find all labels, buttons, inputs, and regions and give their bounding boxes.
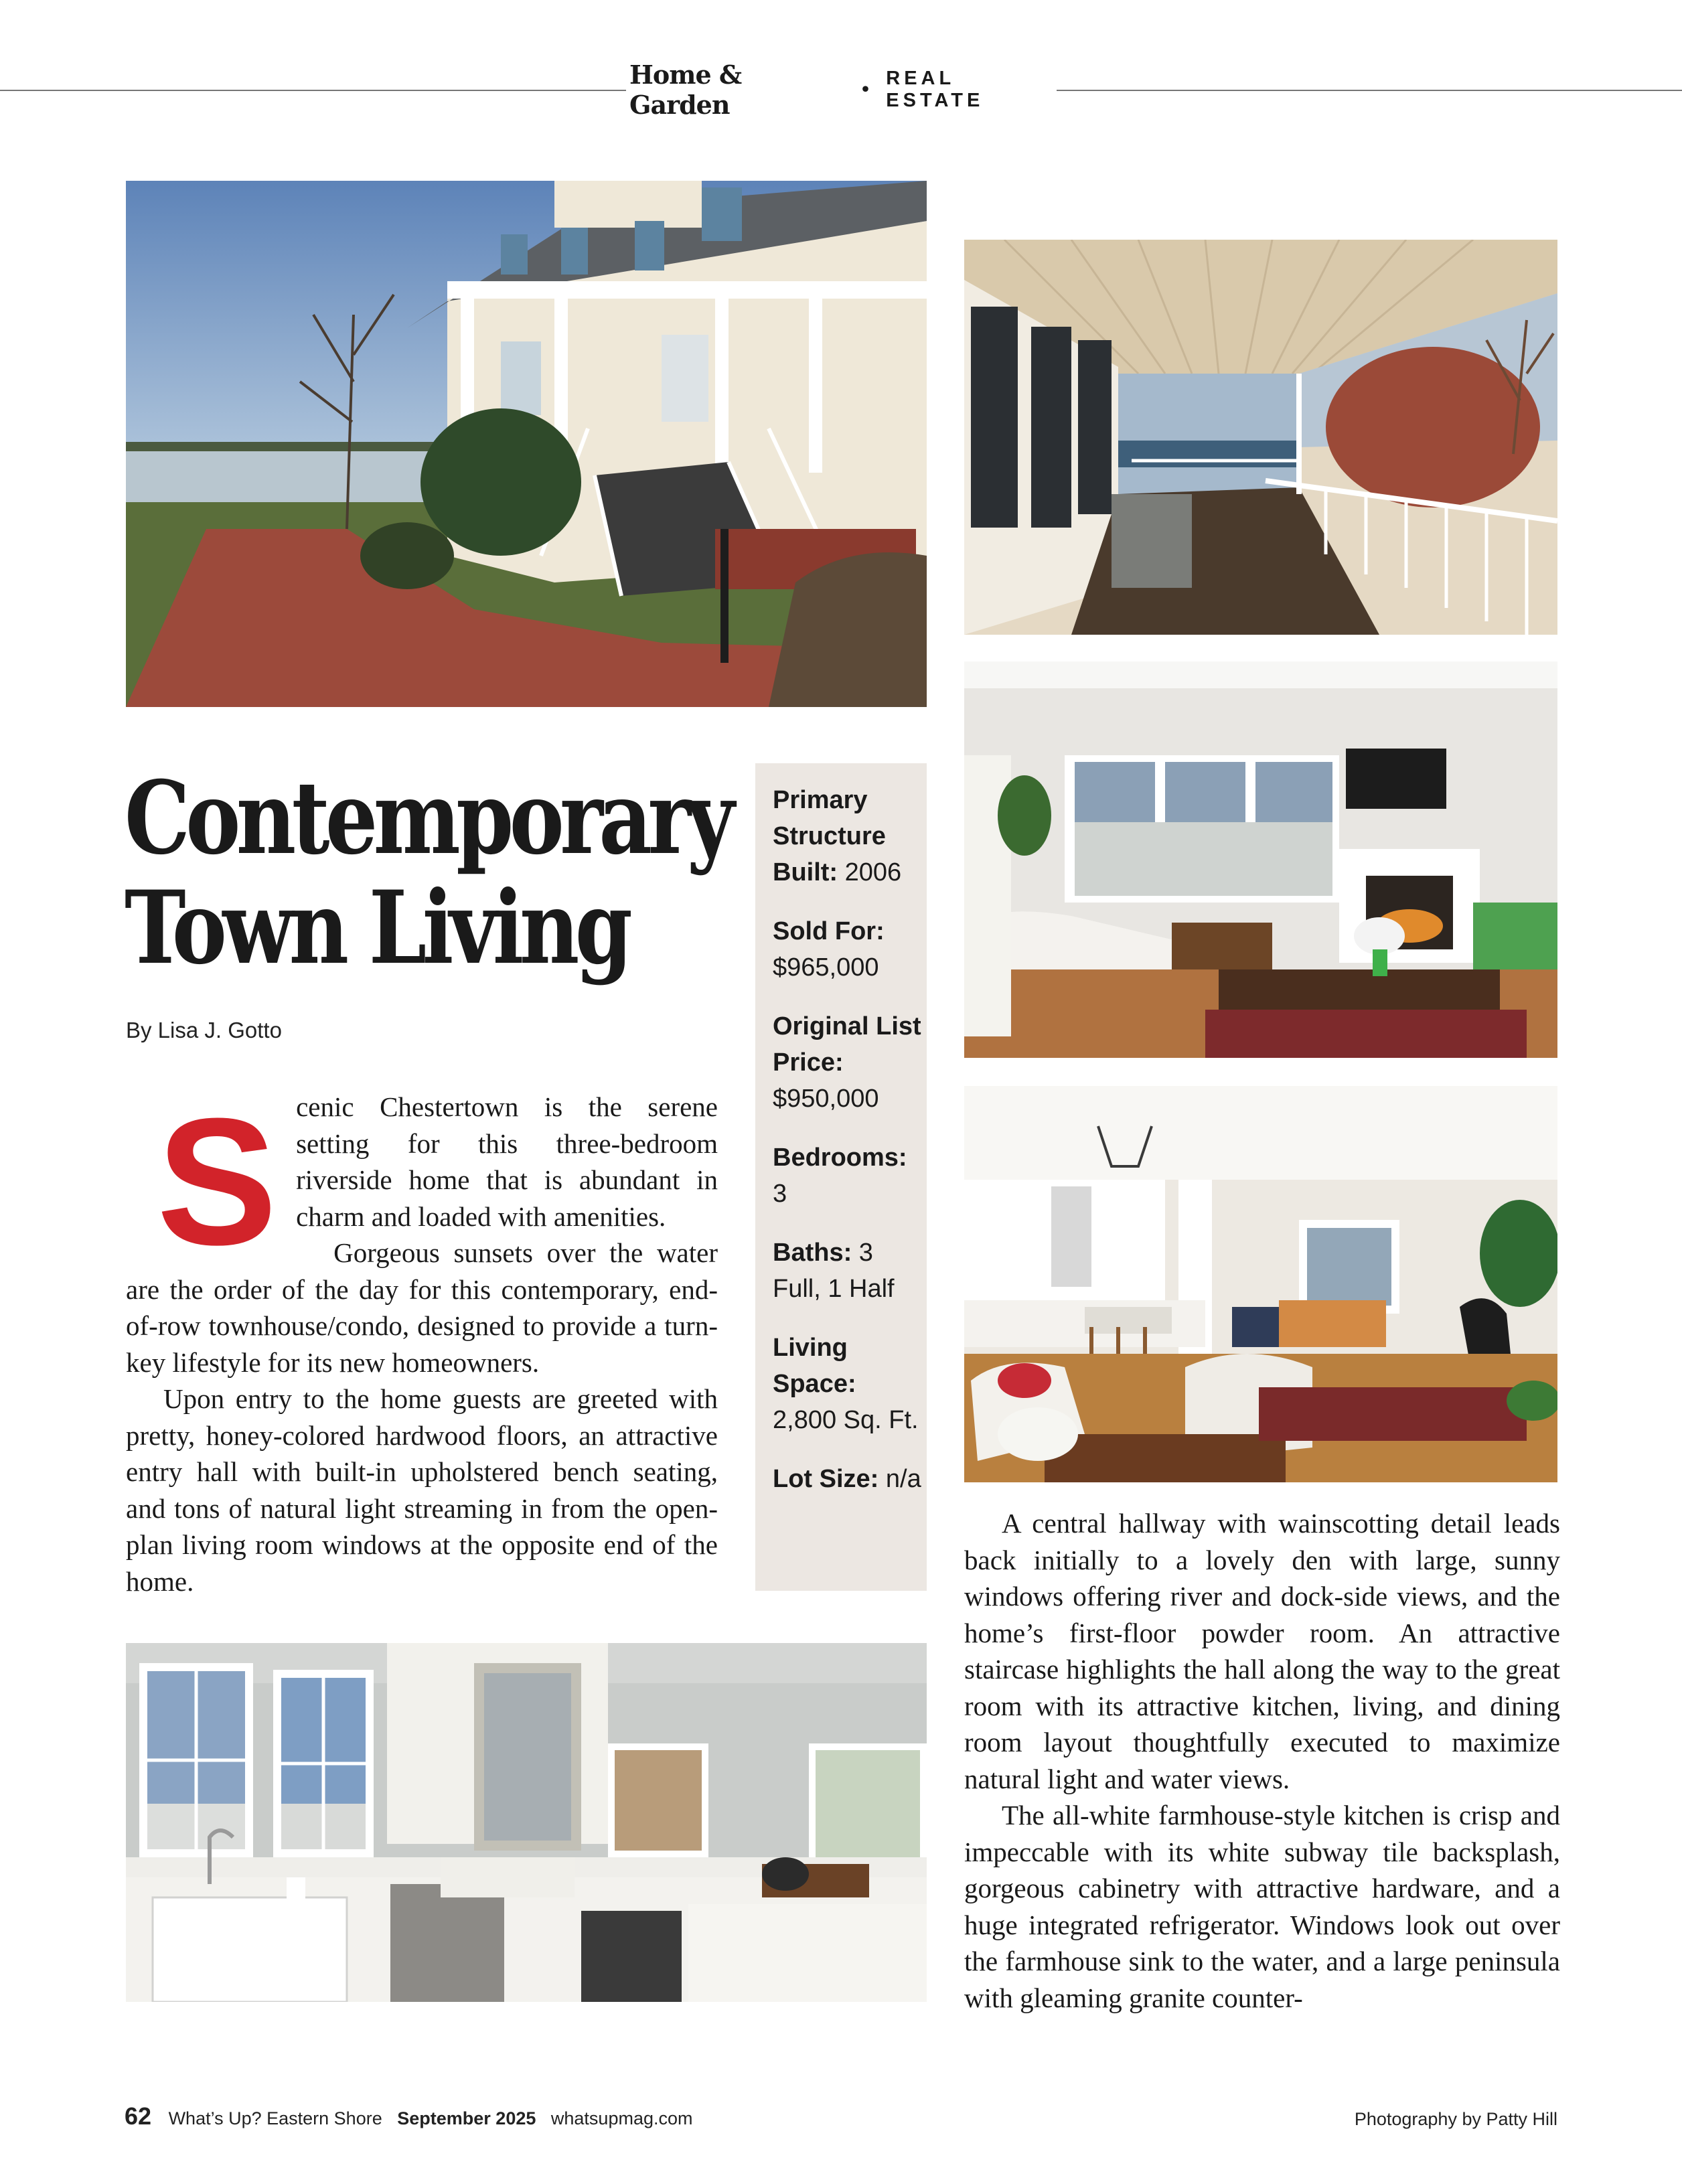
article-title (125, 759, 731, 987)
byline: By Lisa J. Gotto (126, 1018, 282, 1042)
paragraph-1 (126, 1081, 718, 1283)
publication-name: What’s Up? Eastern Shore (168, 2108, 382, 2128)
paragraph-1-text: cenic Chestertown is the serene setting for this three-bedroom riverside home that is abundant in charm and loaded with amenities. (296, 1091, 718, 1232)
fact-living-space: Living Space: 2,800 Sq. Ft. (773, 1334, 919, 1434)
drop-cap: S (157, 1081, 278, 1283)
property-facts-sidebar (755, 763, 927, 1591)
page-footer-left (125, 2102, 693, 2130)
issue-date: September 2025 (397, 2108, 536, 2128)
fact-sold-for: Sold For: $965,000 (773, 917, 885, 982)
fact-year-built: Primary Structure Built: 2006 (773, 786, 902, 886)
header-rule-right (1057, 90, 1682, 91)
section-name: REAL ESTATE (886, 68, 984, 111)
paragraph-5: The all-white farmhouse-style kitchen is crisp and impeccable with its white subway tile backsplash, gorgeous cabinetry with attractive hardware, and a huge integrated refrigerator. Windows look out over the farmhouse sink to the water, and a large peninsula with gleaming granite counter- (964, 1800, 1560, 2013)
brand-name: Home & Garden (629, 60, 742, 120)
fact-baths: Baths: 3 Full, 1 Half (773, 1239, 895, 1303)
title-line-1: Contemporary (125, 759, 731, 877)
photo-credit: Photography by Patty Hill (1354, 2109, 1557, 2129)
website[interactable]: whatsupmag.com (550, 2108, 693, 2128)
photo-living-room (964, 661, 1557, 1058)
photo-porch (964, 240, 1557, 635)
fact-original-list-price: Original List Price: $950,000 (773, 1012, 921, 1113)
header-rule-left (0, 90, 626, 91)
fact-bedrooms: Bedrooms: 3 (773, 1144, 907, 1208)
running-header (629, 60, 1058, 120)
fact-lot-size: Lot Size: n/a (773, 1465, 921, 1493)
article-body-column-2 (964, 1505, 1560, 2016)
paragraph-4: A central hallway with wainscotting detail leads back initially to a lovely den with large, sunny windows offering river and dock-side views, and the home’s first-floor powder room. An attractive staircase highlights the hall along the way to the great room with its attractive kitchen, living, and dining room layout thoughtfully executed to maximize natural light and water views. (964, 1508, 1560, 1794)
title-line-2: Town Living (125, 869, 629, 987)
article-body-column-1 (126, 1081, 718, 1600)
photo-exterior (126, 181, 927, 707)
page-number: 62 (125, 2102, 152, 2130)
photo-great-room (964, 1086, 1557, 1482)
photo-kitchen (126, 1643, 927, 2002)
paragraph-2: Gorgeous sunsets over the water are the order of the day for this contemporary, end-of-row townhouse/condo, designed to provide a turn-key lifestyle for its new homeowners. (126, 1237, 718, 1378)
header-separator: • (859, 78, 872, 102)
paragraph-3: Upon entry to the home guests are greeted with pretty, honey-colored hardwood floors, an attractive entry hall with built-in upholstered bench seating, and tons of natural light streaming in from the open-plan living room windows at the opposite end of the home. (126, 1383, 718, 1597)
